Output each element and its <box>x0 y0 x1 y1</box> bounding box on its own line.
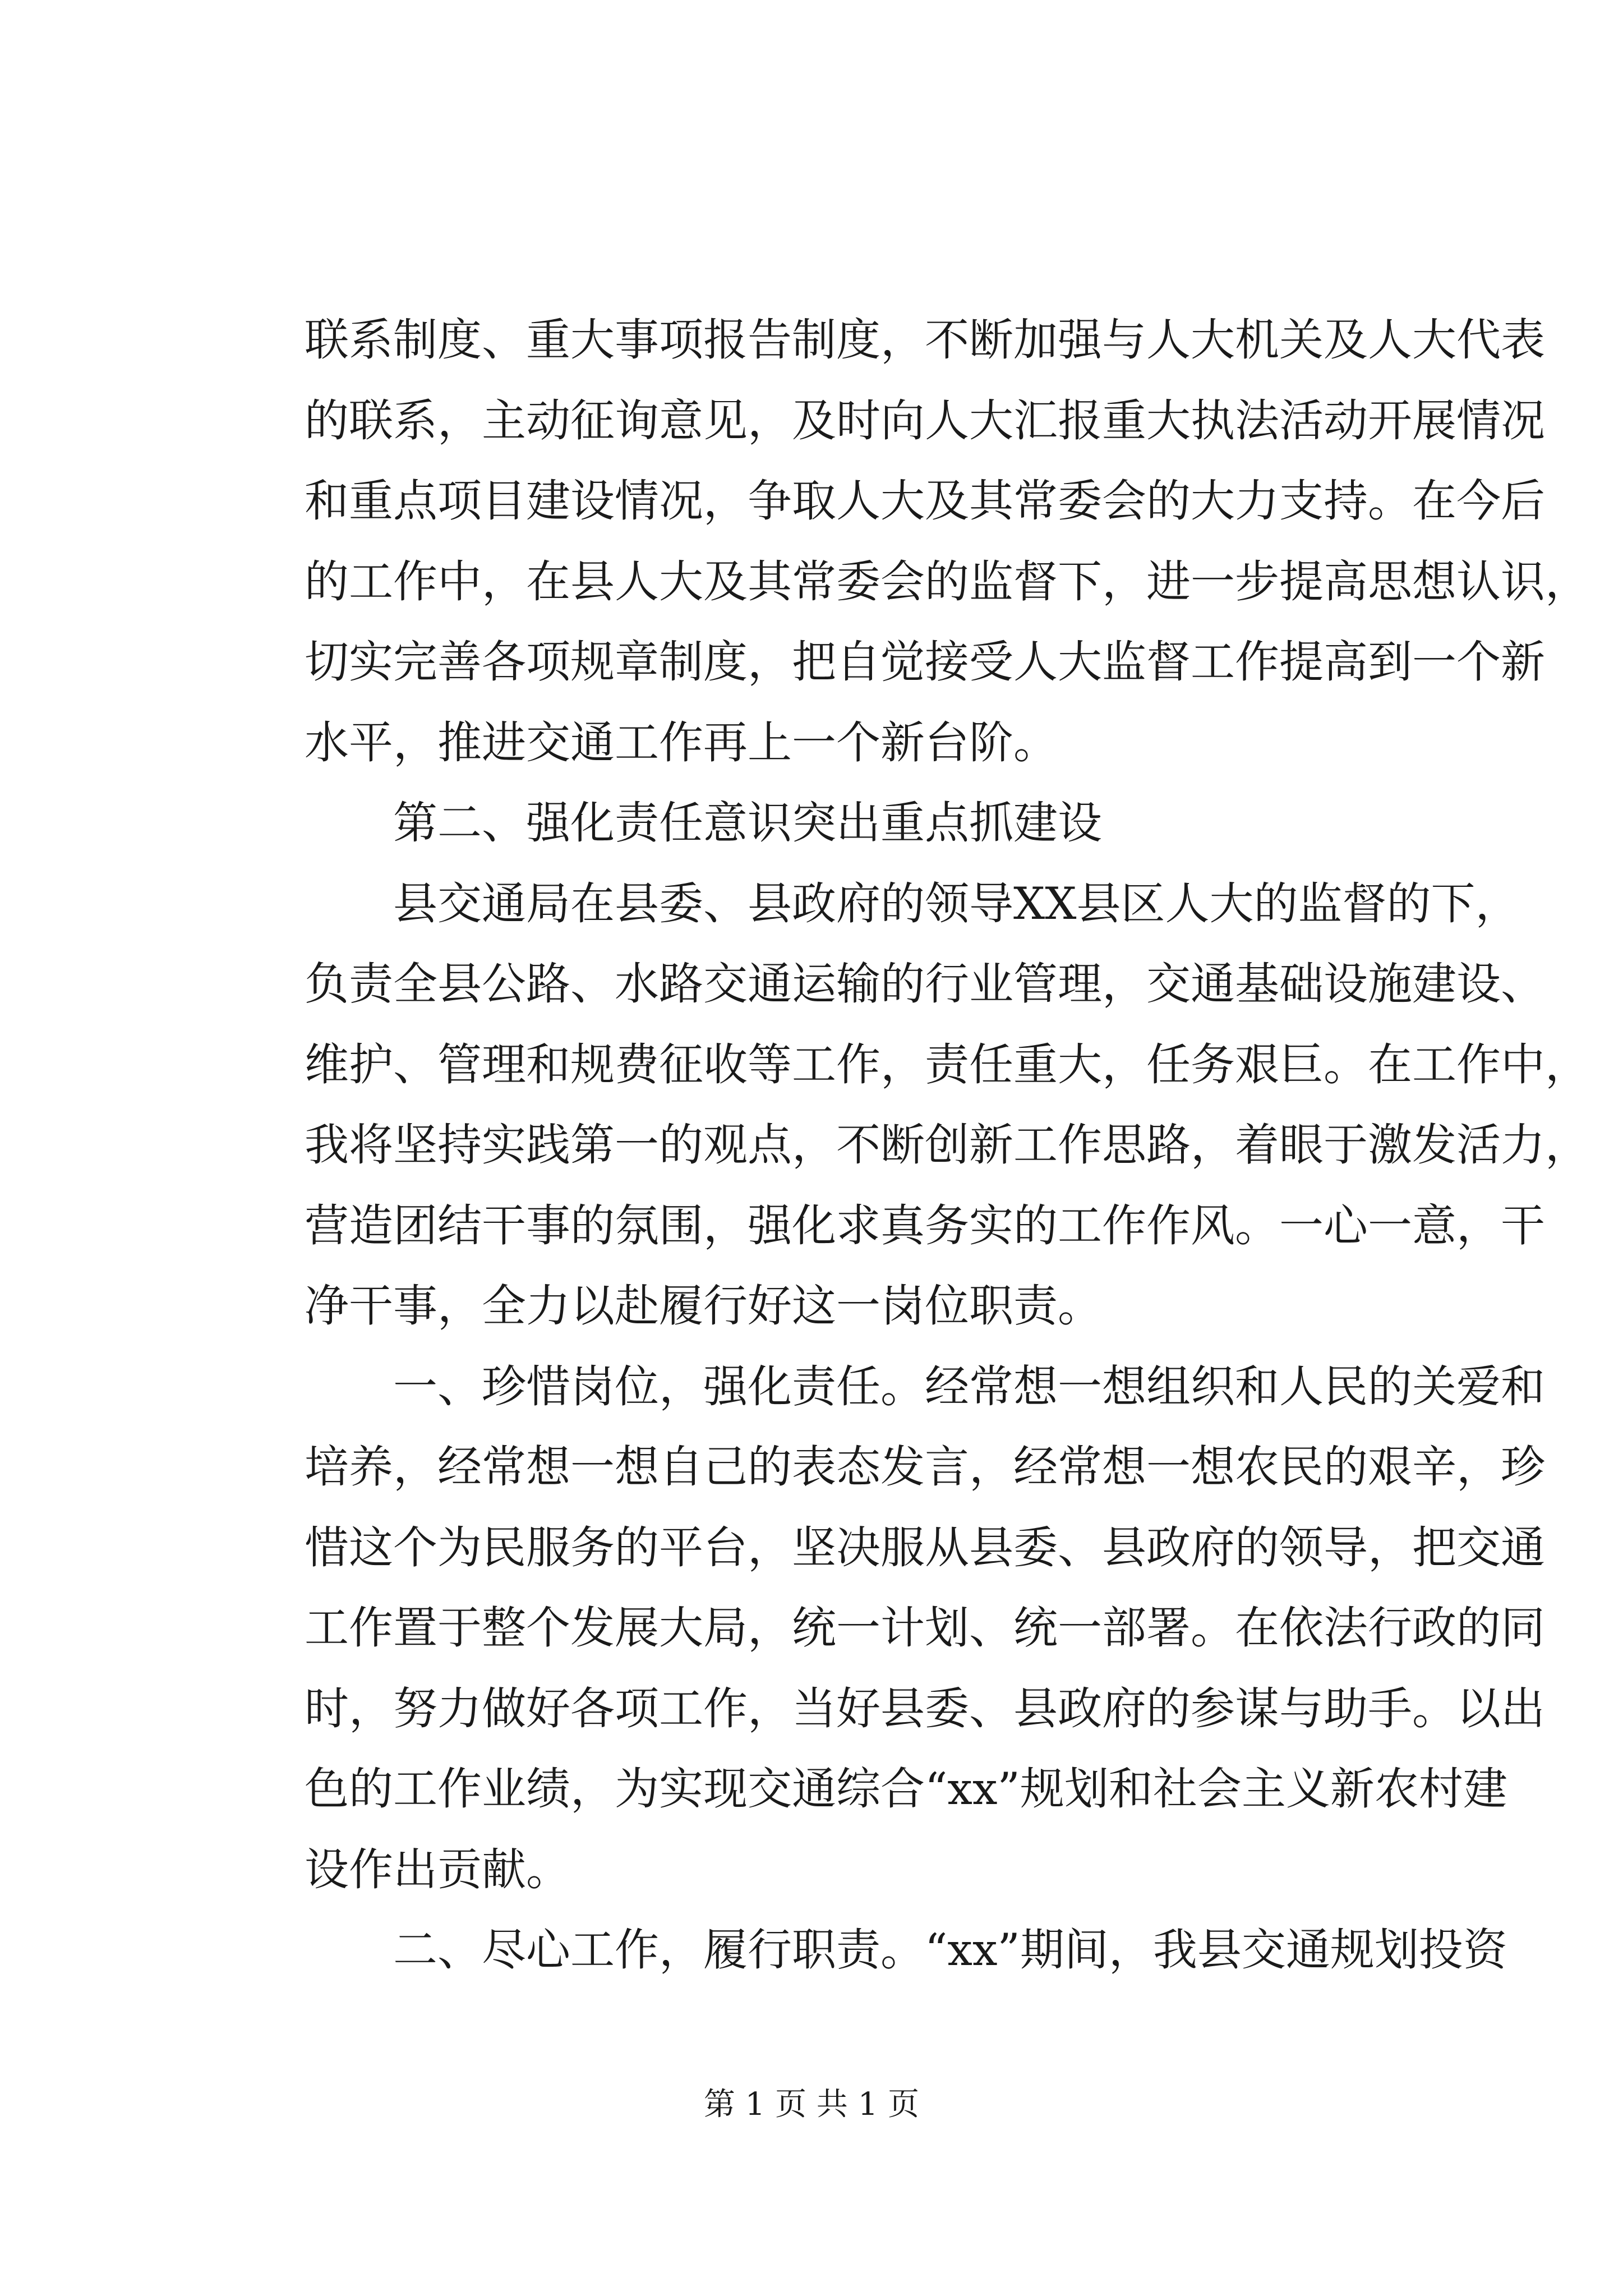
text-line: 第二、强化责任意识突出重点抓建设 <box>305 797 1102 849</box>
text-line: 切实完善各项规章制度，把自觉接受人大监督工作提高到一个新 <box>305 636 1545 688</box>
text-line: 我将坚持实践第一的观点，不断创新工作思路，着眼于激发活力， <box>305 1119 1589 1171</box>
text-line: 设作出贡献。 <box>305 1843 570 1895</box>
text-line: 培养，经常想一想自己的表态发言，经常想一想农民的艰辛，珍 <box>305 1441 1545 1493</box>
text-line: 一、珍惜岗位，强化责任。经常想一想组织和人民的关爱和 <box>305 1360 1545 1412</box>
text-line: 工作置于整个发展大局，统一计划、统一部署。在依法行政的同 <box>305 1602 1545 1654</box>
page-footer: 第 1 页 共 1 页 <box>703 2086 920 2123</box>
text-line: 的联系，主动征询意见，及时向人大汇报重大执法活动开展情况 <box>305 394 1545 447</box>
text-line: 水平，推进交通工作再上一个新台阶。 <box>305 716 1058 769</box>
text-line: 联系制度、重大事项报告制度，不断加强与人大机关及人大代表 <box>305 314 1545 366</box>
text-line: 惜这个为民服务的平台，坚决服从县委、县政府的领导，把交通 <box>305 1521 1545 1573</box>
text-line: 的工作中，在县人大及其常委会的监督下，进一步提高思想认识， <box>305 555 1589 608</box>
text-line: 县交通局在县委、县政府的领导XX县区人大的监督的下， <box>305 877 1520 930</box>
document-body <box>305 300 1589 1991</box>
text-line: 维护、管理和规费征收等工作，责任重大，任务艰巨。在工作中， <box>305 1038 1589 1091</box>
text-line: 时，努力做好各项工作，当好县委、县政府的参谋与助手。以出 <box>305 1682 1545 1734</box>
text-line: 二、尽心工作，履行职责。“xx”期间，我县交通规划投资 <box>305 1924 1507 1976</box>
text-line: 色的工作业绩，为实现交通综合“xx”规划和社会主义新农村建 <box>305 1763 1507 1815</box>
text-line: 净干事，全力以赴履行好这一岗位职责。 <box>305 1280 1102 1332</box>
text-line: 营造团结干事的氛围，强化求真务实的工作作风。一心一意，干 <box>305 1199 1545 1251</box>
text-line: 和重点项目建设情况，争取人大及其常委会的大力支持。在今后 <box>305 475 1545 527</box>
text-line: 负责全县公路、水路交通运输的行业管理，交通基础设施建设、 <box>305 958 1545 1010</box>
